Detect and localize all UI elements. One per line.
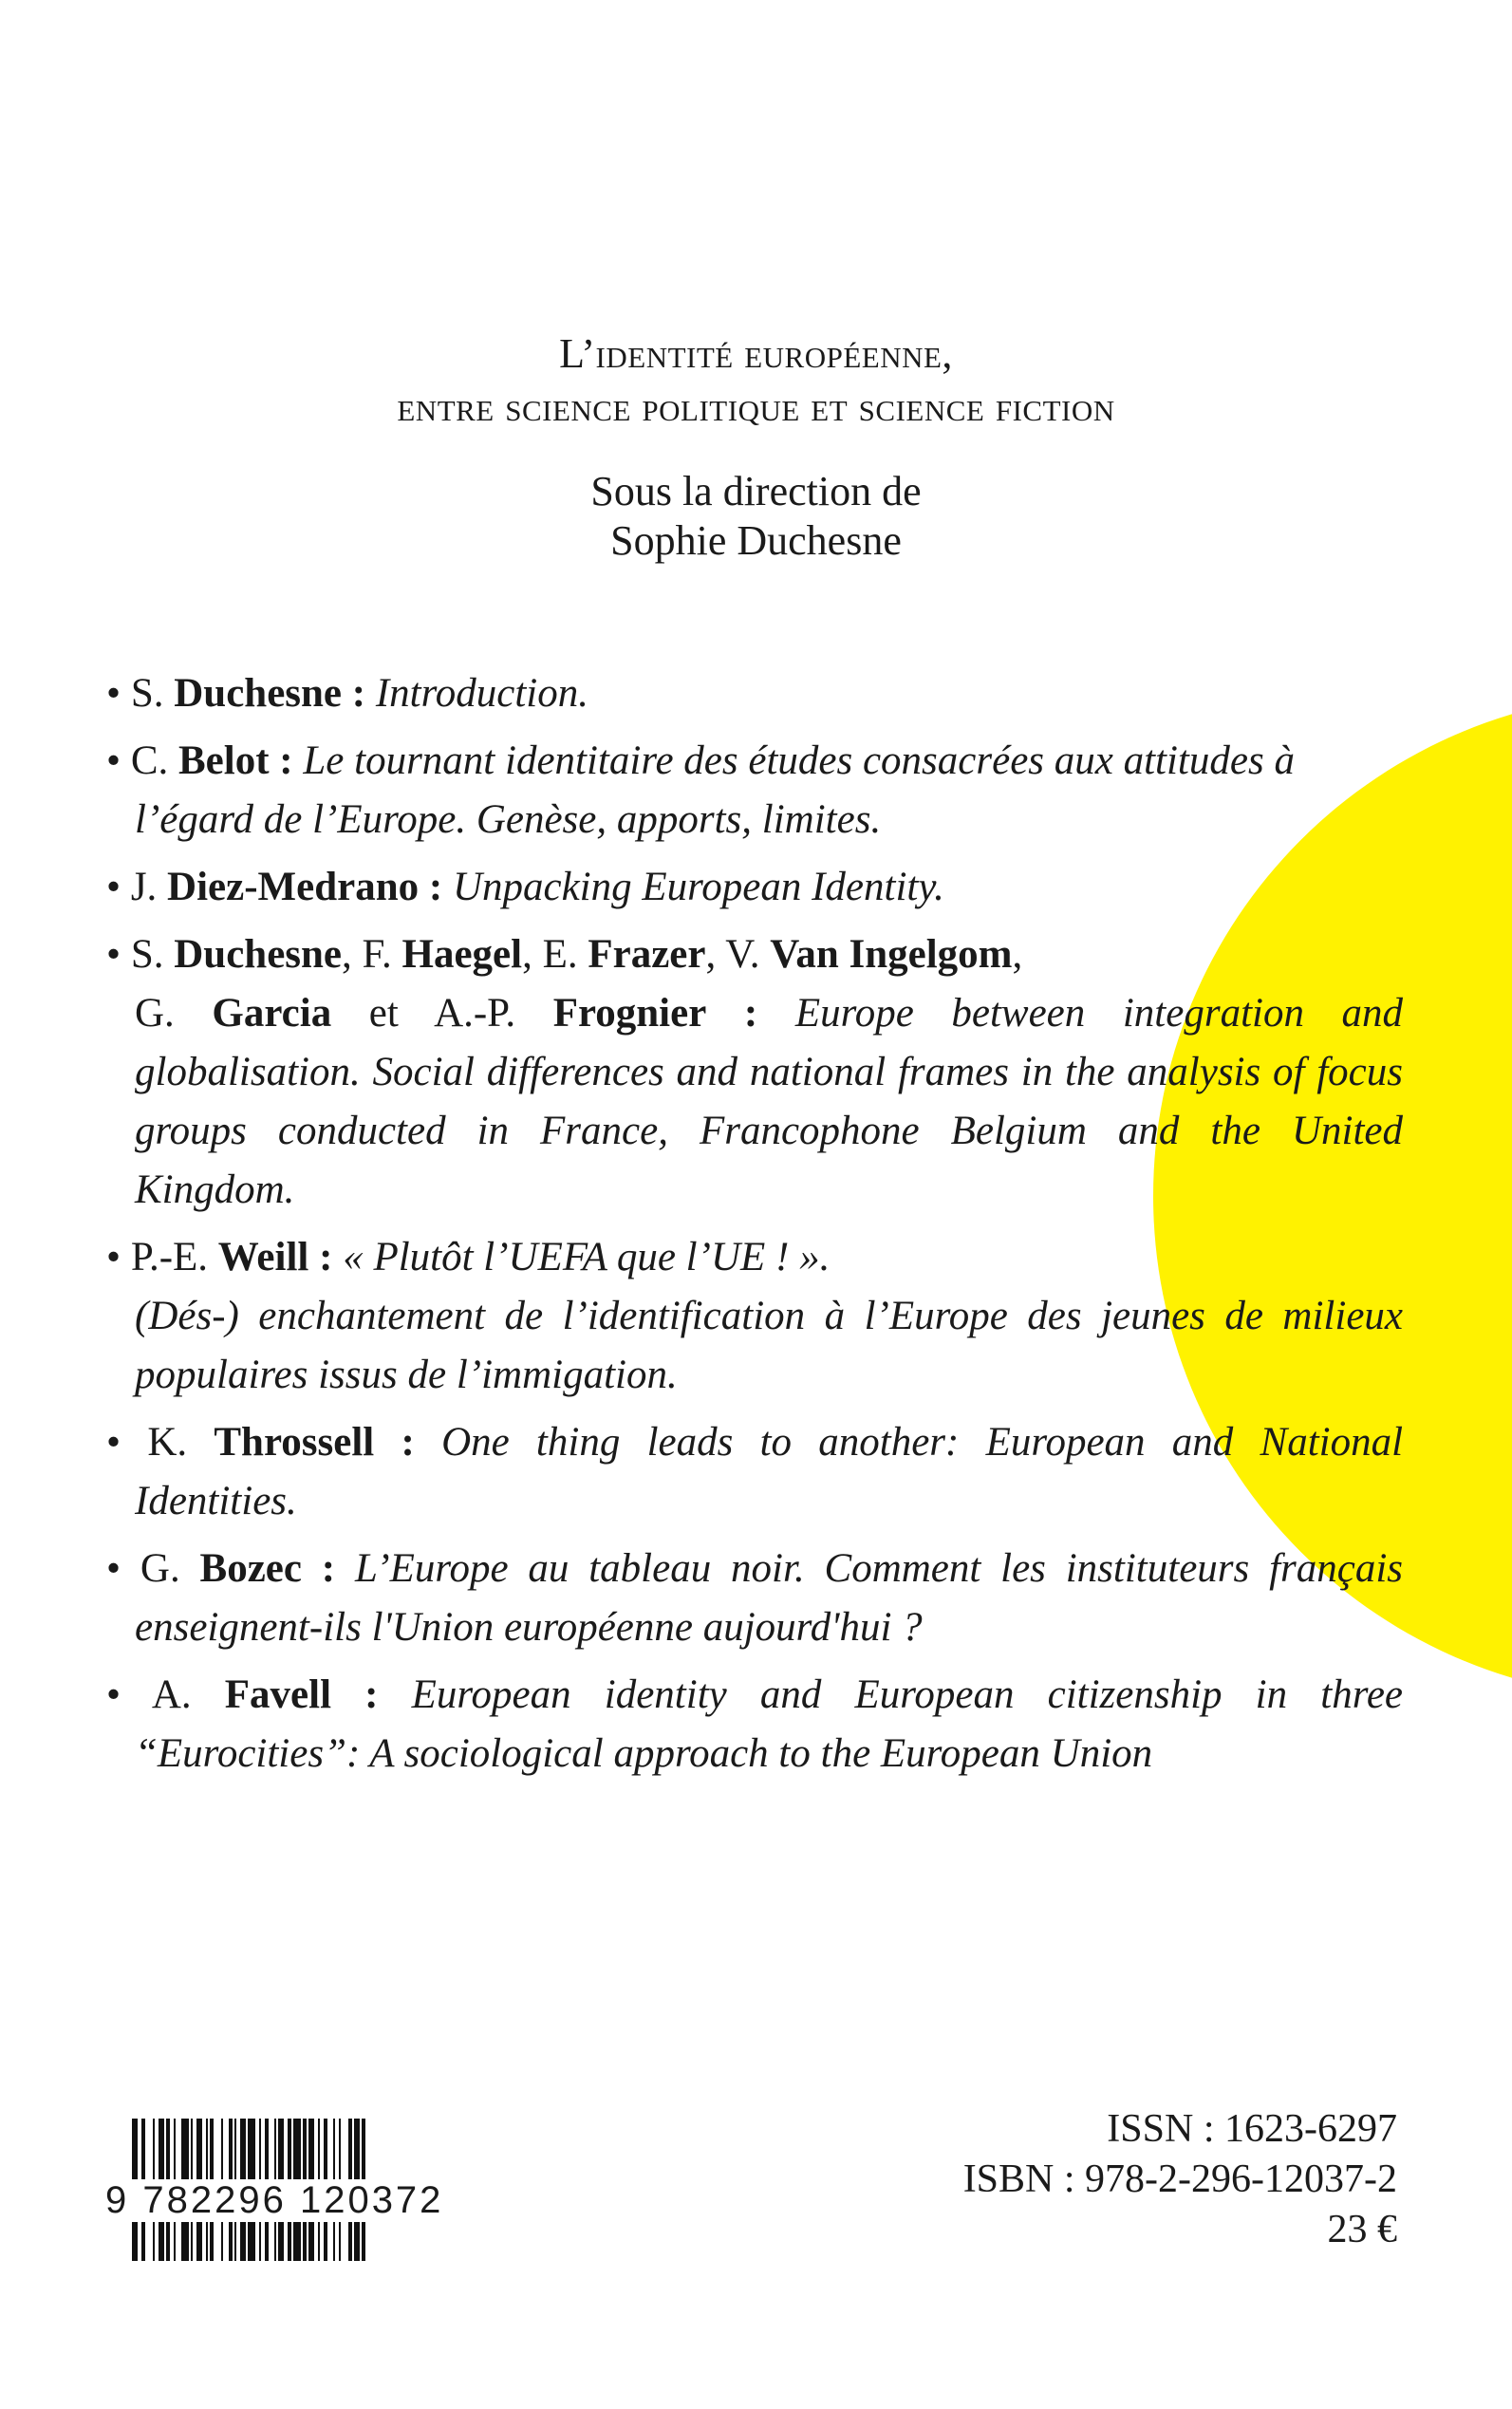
bullet: • <box>106 738 121 783</box>
author-name: Bozec <box>199 1546 302 1591</box>
bullet: • <box>106 1420 121 1465</box>
author-name: Favell <box>224 1672 332 1717</box>
author-initial: A. <box>151 1672 192 1717</box>
bullet: • <box>106 865 121 909</box>
publication-codes <box>963 2104 1397 2255</box>
chapter-title-cont: “Eurocities”: A sociological approach to the European Union <box>135 1731 1153 1776</box>
chapter-title-cont: groups conducted in France, Francophone Belgium and the United Kingdom. <box>135 1109 1403 1212</box>
toc-entry <box>106 1228 1403 1405</box>
toc-entry: • S. Duchesne, F. Haegel, E. Frazer, V. Van Ingelgom, G. Garcia et A.-P. Frognier : Europe between integration and globalisation. Social differences and national frames in the analysis of focus groups conducted in France, Francophone Belgium and the United Kingdom. <box>106 932 1404 1212</box>
separator: : <box>351 671 366 716</box>
author-name: Duchesne <box>174 932 343 977</box>
separator: : <box>279 738 293 783</box>
author-initial: J. <box>130 865 158 909</box>
author-initial: C. <box>130 738 169 783</box>
author-name: Duchesne <box>174 671 343 716</box>
chapter-title: One thing leads to another: European and National <box>441 1420 1404 1465</box>
editor-credit <box>0 467 1512 566</box>
author-name: Belot <box>178 738 270 783</box>
author-initial: G. <box>140 1546 180 1591</box>
title-line-2: entre science politique et science fiction <box>397 383 1115 430</box>
author-initial: K. <box>147 1420 188 1465</box>
bullet: • <box>106 1546 121 1591</box>
author-name: Frazer <box>588 932 706 977</box>
author-initial: V. <box>725 932 760 977</box>
direction-line-1: Sous la direction de <box>590 468 922 514</box>
chapter-title: Le tournant identitaire des études consacrées aux attitudes à <box>303 738 1295 783</box>
toc-entry <box>106 1540 1403 1657</box>
conjunction: et <box>368 991 399 1036</box>
isbn: ISBN : 978-2-296-12037-2 <box>962 2157 1397 2201</box>
chapter-title-cont: (Dés-) enchantement de l’identification à l’Europe des jeunes de milieux <box>135 1294 1403 1338</box>
direction-line-2: Sophie Duchesne <box>610 517 902 564</box>
barcode-number: 9 782296 120372 <box>105 2179 476 2222</box>
chapter-title: « Plutôt l’UEFA que l’UE ! ». <box>343 1235 831 1279</box>
author-name: Garcia <box>212 991 332 1036</box>
chapter-title: Unpacking European Identity. <box>452 865 944 909</box>
toc-entry <box>106 1413 1403 1531</box>
chapter-title: L’Europe au tableau noir. Comment les instituteurs français <box>354 1546 1404 1591</box>
chapter-title-cont: Identities. <box>135 1479 297 1523</box>
toc-entry <box>106 664 1403 723</box>
bullet: • <box>106 1235 121 1279</box>
author-initial: S. <box>130 932 164 977</box>
separator: : <box>401 1420 415 1465</box>
toc-entry <box>106 858 1403 917</box>
chapter-title-cont: l’égard de l’Europe. Genèse, apports, limites. <box>135 797 882 842</box>
separator: : <box>428 865 443 909</box>
separator: : <box>319 1235 333 1279</box>
author-name: Weill <box>217 1235 309 1279</box>
book-title <box>0 327 1512 434</box>
title-line-1: L’identité européenne, <box>559 330 953 377</box>
toc-entry <box>106 732 1403 850</box>
separator: : <box>743 991 758 1036</box>
chapter-title: Europe between integration and <box>794 991 1404 1036</box>
author-name: Diez-Medrano <box>167 865 420 909</box>
price: 23 € <box>1327 2208 1397 2251</box>
author-name: Frognier <box>552 991 707 1036</box>
chapter-title-cont: enseignent-ils l'Union européenne aujourd'hui ? <box>135 1605 923 1650</box>
chapter-title: Introduction. <box>375 671 588 716</box>
author-initial: A.-P. <box>434 991 516 1036</box>
author-name: Van Ingelgom <box>770 932 1013 977</box>
chapter-title-cont: populaires issus de l’immigation. <box>135 1353 678 1397</box>
toc-entry <box>106 1666 1403 1783</box>
author-name: Haegel <box>401 932 523 977</box>
chapter-title-cont: globalisation. Social differences and national frames in the analysis of focus <box>135 1050 1403 1094</box>
author-initial: P.-E. <box>130 1235 209 1279</box>
chapter-title: European identity and European citizenship in three <box>411 1672 1404 1717</box>
author-initial: F. <box>362 932 392 977</box>
bullet: • <box>106 932 121 977</box>
separator: : <box>321 1546 336 1591</box>
author-initial: G. <box>135 991 175 1036</box>
bullet: • <box>106 671 121 716</box>
issn: ISSN : 1623-6297 <box>1107 2107 1397 2151</box>
author-initial: E. <box>542 932 578 977</box>
separator: : <box>364 1672 379 1717</box>
author-initial: S. <box>130 671 164 716</box>
bullet: • <box>106 1672 121 1717</box>
table-of-contents <box>106 664 1403 1792</box>
author-name: Throssell <box>214 1420 375 1465</box>
